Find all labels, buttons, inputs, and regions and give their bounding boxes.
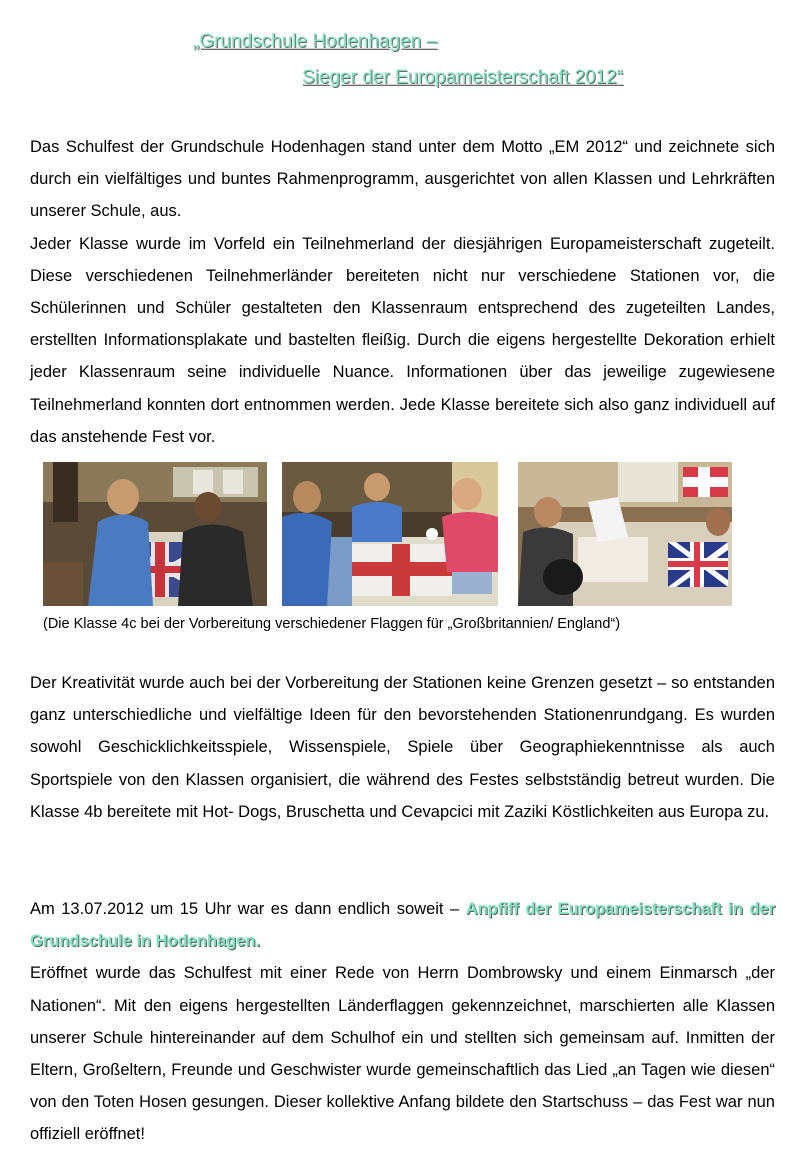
opening-section xyxy=(30,893,775,1151)
photo-caption: (Die Klasse 4c bei der Vorbereitung verschiedener Flaggen für „Großbritannien/ England“) xyxy=(43,616,621,632)
paragraph-stations: Der Kreativität wurde auch bei der Vorbereitung der Stationen keine Grenzen gesetzt – so entstanden ganz unterschiedliche und vielfältige Ideen für den bevorstehenden Stationenrundgang. Es wurden sowohl Geschicklichkeitsspiele, Wissenspiele, Spiele über Geographiekenntnisse als auch Sportspiele von den Klassen organisiert, die während des Festes selbstständig betreut wurden. Die Klasse 4b bereitete mit Hot- Dogs, Bruschetta und Cevapcici mit Zaziki Köstlichkeiten aus Europa zu. xyxy=(30,674,775,821)
intro-section xyxy=(30,131,775,453)
photo-children-painting-flag-3 xyxy=(518,462,732,606)
page-title-line-1: „Grundschule Hodenhagen – xyxy=(193,31,438,52)
kickoff-intro-text: Am 13.07.2012 um 15 Uhr war es dann endlich soweit – xyxy=(30,900,466,918)
paragraph-motto: Das Schulfest der Grundschule Hodenhagen stand unter dem Motto „EM 2012“ und zeichnete sich durch ein vielfältiges und buntes Rahmenprogramm, ausgerichtet von allen Klassen und Lehrkräften unserer Schule, aus. xyxy=(30,138,775,221)
photo-children-painting-flag-1 xyxy=(43,462,267,606)
page-title-line-2: Sieger der Europameisterschaft 2012“ xyxy=(302,67,624,88)
paragraph-kickoff xyxy=(30,893,775,957)
photo-children-painting-flag-2 xyxy=(282,462,498,606)
paragraph-countries: Jeder Klasse wurde im Vorfeld ein Teilnehmerland der diesjährigen Europameisterschaft zugeteilt. Diese verschiedenen Teilnehmerländer bereiteten nicht nur verschiedene Stationen vor, die Schülerinnen und Schüler gestalteten den Klassenraum entsprechend des zugeteilten Landes, erstellten Informationsplakate und bastelten fleißig. Durch die eigens hergestellte Dekoration erhielt jeder Klassenraum seine individuelle Nuance. Informationen über das jeweilige zugewiesene Teilnehmerland konnten dort entnommen werden. Jede Klasse bereitete sich also ganz individuell auf das anstehende Fest vor. xyxy=(30,234,775,446)
paragraph-opening: Eröffnet wurde das Schulfest mit einer Rede von Herrn Dombrowsky und einem Einmarsch „der Nationen“. Mit den eigens hergestellten Länderflaggen gekennzeichnet, marschierten alle Klassen unserer Schule hintereinander auf dem Schulhof ein und stellten sich gemeinsam auf. Inmitten der Eltern, Großeltern, Freunde und Geschwister wurde gemeinschaftlich das Lied „an Tagen wie diesen“ von den Toten Hosen gesungen. Dieser kollektive Anfang bildete den Startschuss – das Fest war nun offiziell eröffnet! xyxy=(30,964,775,1144)
kickoff-highlight-text: Anpfiff der Europameisterschaft in der Grundschule in Hodenhagen. xyxy=(30,900,775,951)
